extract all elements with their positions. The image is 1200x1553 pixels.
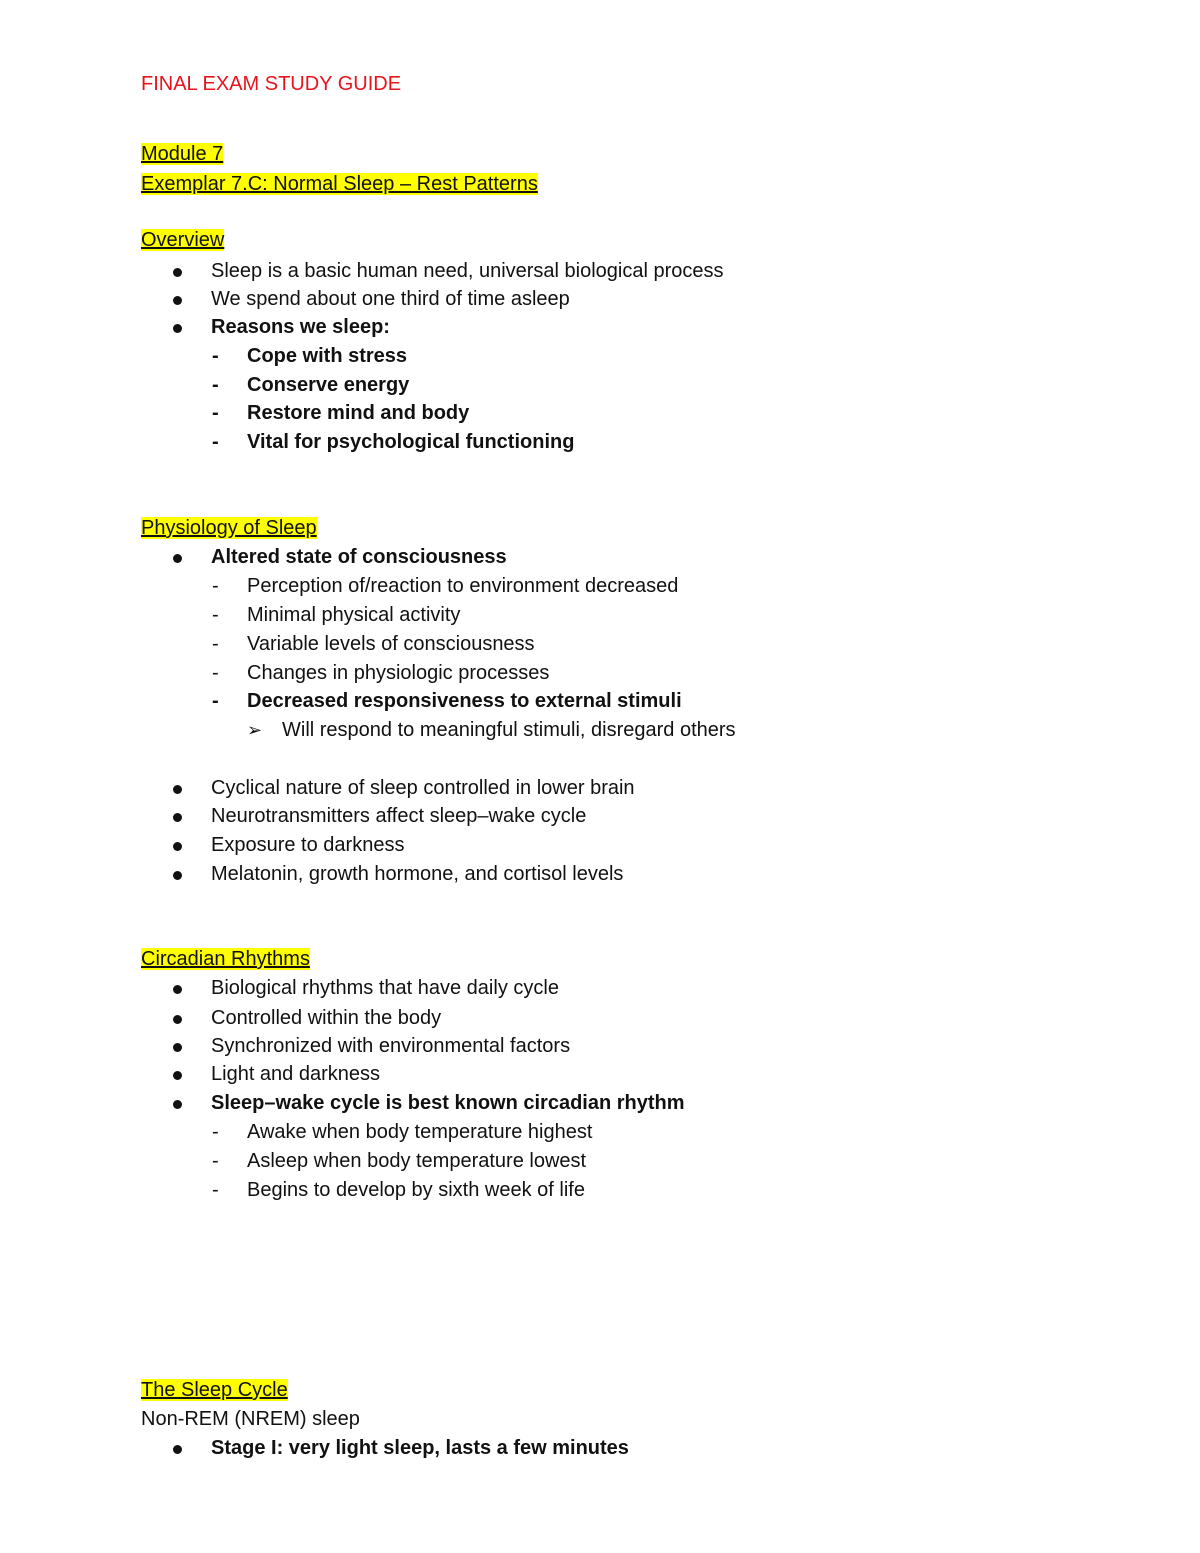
sleep-cycle-heading-text: The Sleep Cycle (141, 1379, 288, 1401)
bullet-icon (173, 985, 182, 994)
sub-list-item-text: Cope with stress (247, 345, 408, 367)
list-item-text: Altered state of consciousness (211, 546, 507, 568)
sub-list-item-text: Restore mind and body (247, 402, 470, 424)
document-title: FINAL EXAM STUDY GUIDE (141, 73, 402, 95)
list-item-text: Synchronized with environmental factors (211, 1035, 571, 1057)
list-item-text: Sleep–wake cycle is best known circadian rhythm (211, 1092, 685, 1114)
sub-list-item-text: Awake when body temperature highest (247, 1121, 593, 1143)
dash-marker: - (212, 1179, 219, 1201)
arrow-icon: ➢ (247, 720, 263, 740)
sub-list-item-text: Perception of/reaction to environment decreased (247, 575, 679, 597)
dash-marker: - (212, 402, 219, 424)
dash-marker: - (212, 345, 219, 367)
bullet-icon (173, 1043, 182, 1052)
exemplar-heading (141, 170, 538, 199)
bullet-icon (173, 813, 182, 822)
bullet-icon (173, 1071, 182, 1080)
dash-marker: - (212, 575, 219, 597)
dash-marker: - (212, 1150, 219, 1172)
module-heading-text: Module 7 (141, 143, 224, 165)
sub-list-item-text: Variable levels of consciousness (247, 633, 535, 655)
dash-marker: - (212, 374, 219, 396)
physiology-heading (141, 514, 317, 543)
bullet-icon (173, 268, 182, 277)
sub-list-item-text: Begins to develop by sixth week of life (247, 1179, 585, 1201)
bullet-icon (173, 1015, 182, 1024)
exemplar-heading-text: Exemplar 7.C: Normal Sleep – Rest Patterns (141, 173, 538, 195)
dash-marker: - (212, 431, 219, 453)
sub-list-item-text: Conserve energy (247, 374, 410, 396)
dash-marker: - (212, 662, 219, 684)
bullet-icon (173, 1100, 182, 1109)
overview-heading-text: Overview (141, 229, 225, 251)
sleep-cycle-heading (141, 1376, 288, 1405)
sub-list-item-text: Vital for psychological functioning (247, 431, 575, 453)
bullet-icon (173, 324, 182, 333)
sub-list-item-text: Asleep when body temperature lowest (247, 1150, 587, 1172)
module-heading (141, 140, 223, 169)
bullet-icon (173, 842, 182, 851)
bullet-icon (173, 1445, 182, 1454)
list-item-text: Melatonin, growth hormone, and cortisol levels (211, 863, 624, 885)
bullet-icon (173, 554, 182, 563)
circadian-heading-text: Circadian Rhythms (141, 948, 310, 970)
sub-list-item-text: Changes in physiologic processes (247, 662, 550, 684)
dash-marker: - (212, 604, 219, 626)
dash-marker: - (212, 1121, 219, 1143)
bullet-icon (173, 785, 182, 794)
physiology-heading-text: Physiology of Sleep (141, 517, 317, 539)
list-item-text: Controlled within the body (211, 1007, 442, 1029)
overview-heading (141, 226, 224, 255)
list-item-text: Cyclical nature of sleep controlled in lower brain (211, 777, 635, 799)
list-item-text: Neurotransmitters affect sleep–wake cycle (211, 805, 587, 827)
arrow-list-item-text: Will respond to meaningful stimuli, disregard others (282, 719, 736, 741)
dash-marker: - (212, 633, 219, 655)
nrem-subheading: Non-REM (NREM) sleep (141, 1408, 360, 1430)
list-item-text: Biological rhythms that have daily cycle (211, 977, 559, 999)
sub-list-item-text: Minimal physical activity (247, 604, 461, 626)
list-item-text: Reasons we sleep: (211, 316, 390, 338)
list-item-text: Sleep is a basic human need, universal biological process (211, 260, 724, 282)
list-item-text: Exposure to darkness (211, 834, 405, 856)
bullet-icon (173, 296, 182, 305)
bullet-icon (173, 871, 182, 880)
sub-list-item-text: Decreased responsiveness to external stimuli (247, 690, 682, 712)
list-item-text: We spend about one third of time asleep (211, 288, 570, 310)
list-item-text: Light and darkness (211, 1063, 381, 1085)
circadian-heading (141, 945, 310, 974)
dash-marker: - (212, 690, 219, 712)
list-item-text: Stage I: very light sleep, lasts a few minutes (211, 1437, 629, 1459)
